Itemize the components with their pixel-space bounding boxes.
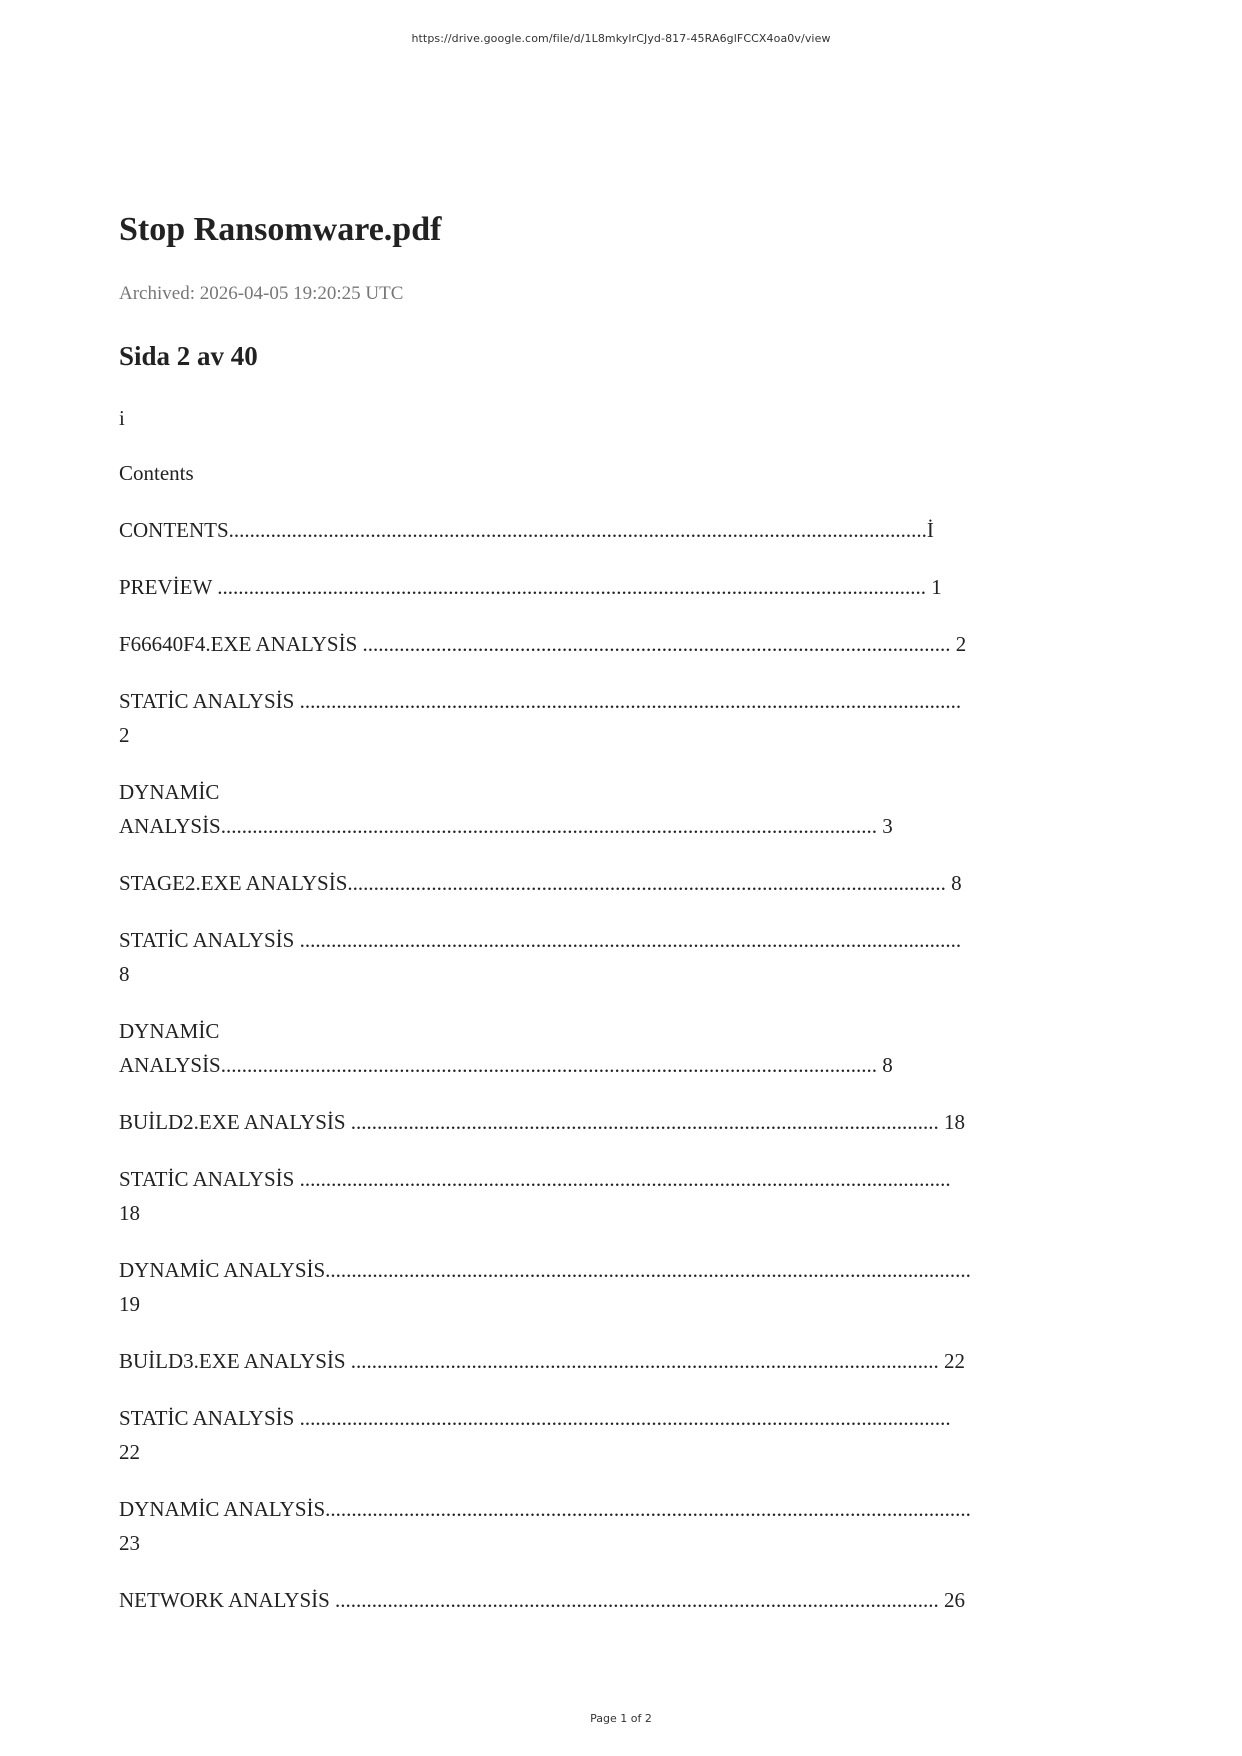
toc-entry xyxy=(119,513,1129,547)
toc-entry xyxy=(119,1162,1129,1230)
document-title: Stop Ransomware.pdf xyxy=(119,211,442,248)
toc-entry-text: BUİLD2.EXE ANALYSİS ................................................................................................................ 18 xyxy=(119,1110,966,1134)
toc-entry xyxy=(119,1344,1129,1378)
toc-entry-text: DYNAMİC ANALYSİS........................................................................................................................... xyxy=(119,1497,971,1521)
toc-entry xyxy=(119,775,1129,843)
toc-entry xyxy=(119,1492,1129,1560)
toc-entry-text: DYNAMİC xyxy=(119,780,220,804)
toc-entry xyxy=(119,1014,1129,1082)
toc-entry-text: F66640F4.EXE ANALYSİS ................................................................................................................ 2 xyxy=(119,632,967,656)
toc-entry xyxy=(119,923,1129,991)
toc-entry-page: 19 xyxy=(119,1292,140,1316)
archived-timestamp: Archived: 2026-04-05 19:20:25 UTC xyxy=(119,283,404,304)
toc-entry-text: STATİC ANALYSİS ............................................................................................................................ xyxy=(119,1406,951,1430)
toc-entry-text: DYNAMİC xyxy=(119,1019,220,1043)
toc-entry-page: ANALYSİS............................................................................................................................. 3 xyxy=(119,814,893,838)
toc-entry-page: 2 xyxy=(119,723,130,747)
toc-entry xyxy=(119,1253,1129,1321)
toc-entry-text: STAGE2.EXE ANALYSİS.................................................................................................................. 8 xyxy=(119,871,962,895)
roman-page-number: i xyxy=(119,406,125,430)
contents-label: Contents xyxy=(119,461,194,485)
toc-entry-page: ANALYSİS............................................................................................................................. 8 xyxy=(119,1053,893,1077)
toc-entry-text: STATİC ANALYSİS .............................................................................................................................. xyxy=(119,689,962,713)
toc-entry xyxy=(119,866,1129,900)
document-body xyxy=(119,210,1129,372)
toc-entry xyxy=(119,627,1129,661)
toc-entry-text: BUİLD3.EXE ANALYSİS ................................................................................................................ 22 xyxy=(119,1349,966,1373)
toc-entry xyxy=(119,570,1129,604)
toc-entry xyxy=(119,1583,1129,1617)
page-footer: Page 1 of 2 xyxy=(590,1712,652,1725)
toc-entry-text: PREVİEW ....................................................................................................................................... 1 xyxy=(119,575,942,599)
toc-entry-page: 8 xyxy=(119,962,130,986)
toc-entry-page: 22 xyxy=(119,1440,140,1464)
toc-entry-page: 23 xyxy=(119,1531,140,1555)
toc-entry-text: CONTENTS.....................................................................................................................................İ xyxy=(119,518,934,542)
toc-entry-page: 18 xyxy=(119,1201,140,1225)
toc-entry-text: NETWORK ANALYSİS ................................................................................................................... 26 xyxy=(119,1588,966,1612)
source-url: https://drive.google.com/file/d/1L8mkylrCJyd-817-45RA6glFCCX4oa0v/view xyxy=(411,32,831,45)
page-heading: Sida 2 av 40 xyxy=(119,341,258,371)
toc-entry-text: STATİC ANALYSİS ............................................................................................................................ xyxy=(119,1167,951,1191)
toc-entry-text: STATİC ANALYSİS .............................................................................................................................. xyxy=(119,928,962,952)
toc-entry xyxy=(119,684,1129,752)
toc-entry-text: DYNAMİC ANALYSİS........................................................................................................................... xyxy=(119,1258,971,1282)
toc-entry xyxy=(119,1401,1129,1469)
toc-entry xyxy=(119,1105,1129,1139)
